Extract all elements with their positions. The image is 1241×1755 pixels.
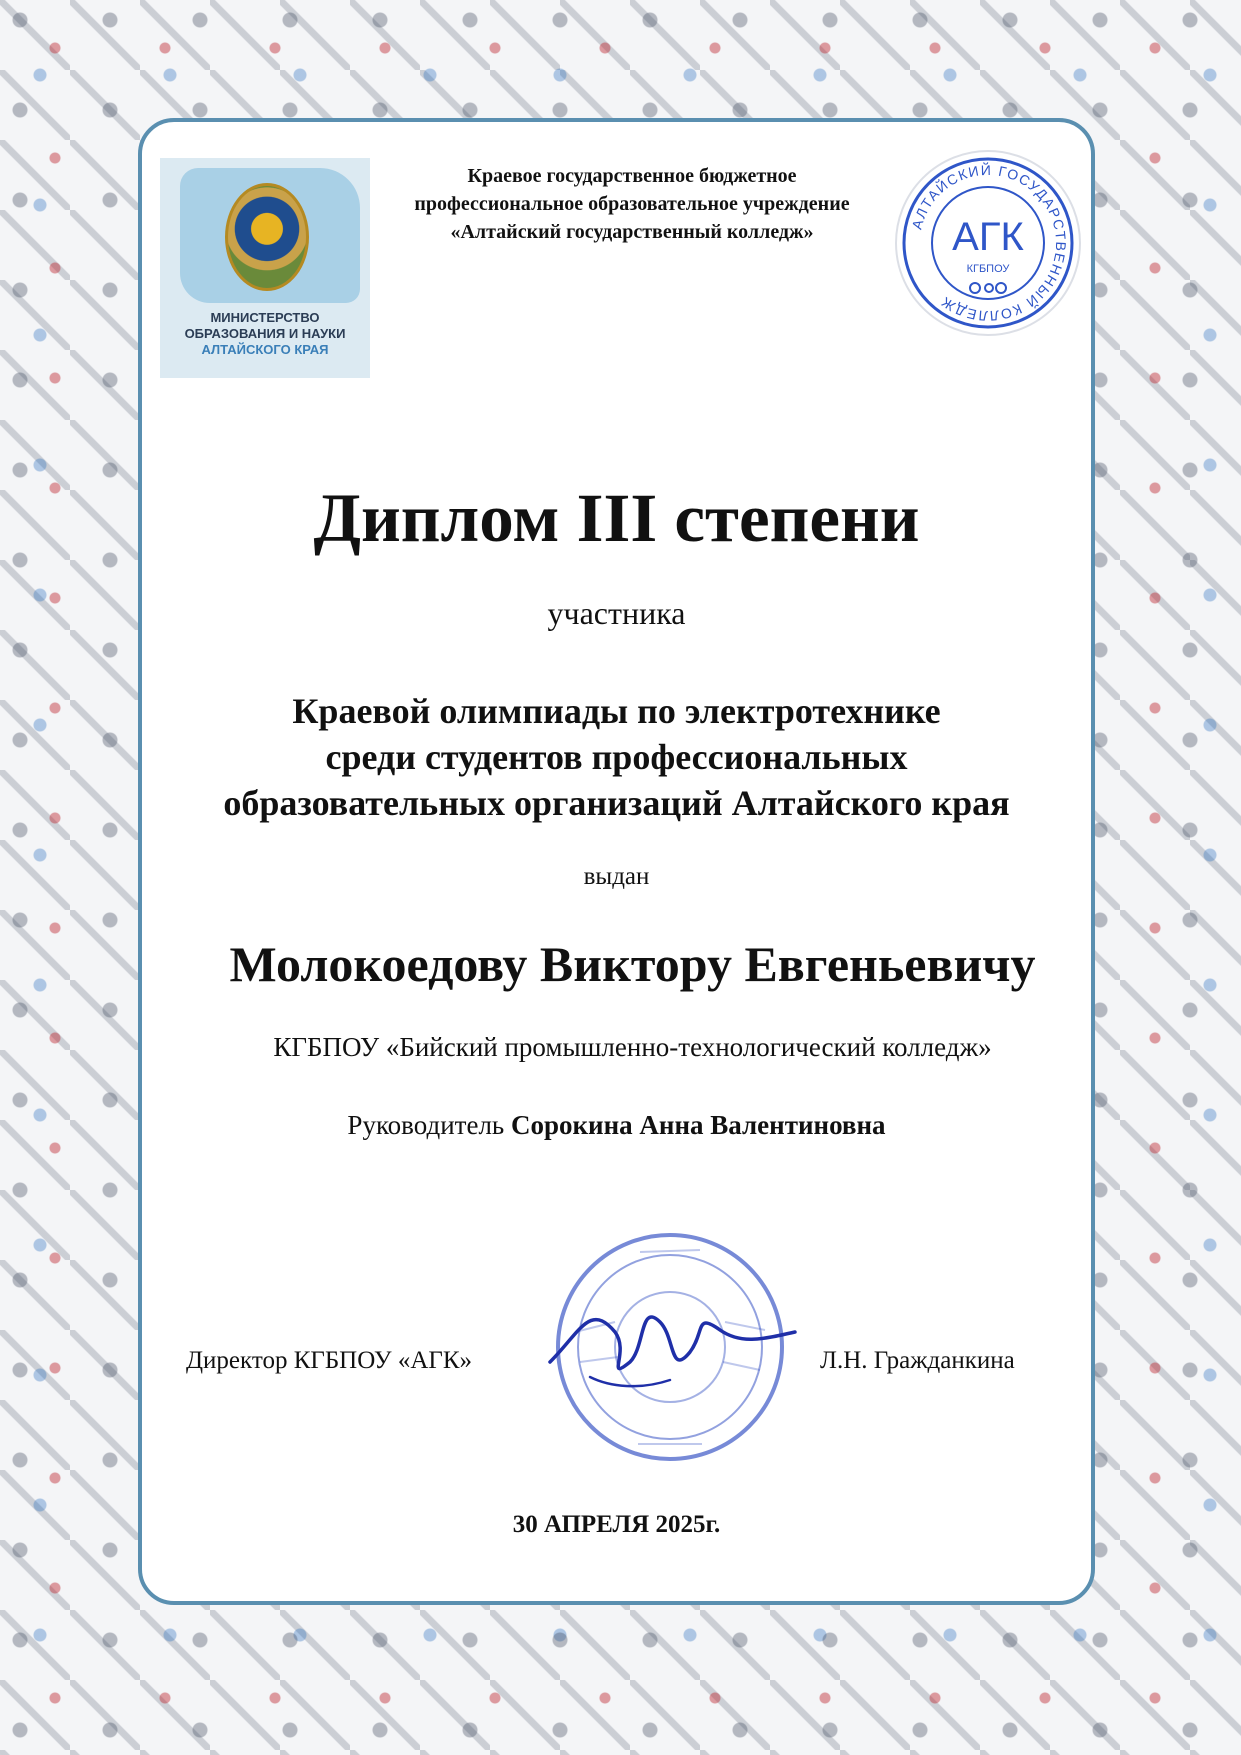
issued-label: выдан bbox=[583, 863, 650, 890]
header-line-3: «Алтайский государственный колледж» bbox=[450, 221, 814, 243]
header-line-1: Краевое государственное бюджетное bbox=[467, 165, 797, 187]
ministry-logo bbox=[160, 158, 370, 378]
seal-sub: КГБПОУ bbox=[966, 263, 1010, 275]
agk-seal-logo bbox=[893, 148, 1083, 338]
altai-coat-of-arms-icon bbox=[225, 183, 309, 291]
recipient-organization: КГБПОУ «Бийский промышленно-технологический колледж» bbox=[273, 1032, 992, 1062]
ministry-line-1: МИНИСТЕРСТВО bbox=[210, 310, 320, 325]
seal-ring-text: АЛТАЙСКИЙ ГОСУДАРСТВЕННЫЙ КОЛЛЕДЖ bbox=[908, 161, 1070, 325]
official-stamp-with-signature bbox=[520, 1212, 810, 1482]
event-line-3: образовательных организаций Алтайского края bbox=[223, 783, 1010, 823]
director-name: Л.Н. Гражданкина bbox=[820, 1347, 1015, 1374]
director-position: Директор КГБПОУ «АГК» bbox=[186, 1347, 473, 1374]
college-header bbox=[358, 162, 906, 246]
recipient-name: Молокоедову Виктору Евгеньевичу bbox=[229, 936, 1036, 992]
ministry-line-3: АЛТАЙСКОГО КРАЯ bbox=[201, 342, 329, 357]
event-line-1: Краевой олимпиады по электротехнике bbox=[292, 691, 941, 731]
ministry-logo-text bbox=[160, 310, 370, 358]
seal-abbr: АГК bbox=[952, 215, 1024, 259]
diploma-title: Диплом III степени bbox=[313, 480, 920, 556]
supervisor-line bbox=[138, 1108, 1095, 1142]
supervisor-label: Руководитель bbox=[347, 1110, 505, 1140]
supervisor-name: Сорокина Анна Валентиновна bbox=[510, 1110, 886, 1140]
event-line-2: среди студентов профессиональных bbox=[325, 737, 908, 777]
issue-date: 30 АПРЕЛЯ 2025г. bbox=[512, 1511, 721, 1538]
header-line-2: профессиональное образовательное учреждение bbox=[414, 193, 850, 215]
ministry-line-2: ОБРАЗОВАНИЯ И НАУКИ bbox=[184, 326, 346, 341]
event-name bbox=[138, 688, 1095, 826]
diploma-subtitle: участника bbox=[547, 595, 686, 631]
